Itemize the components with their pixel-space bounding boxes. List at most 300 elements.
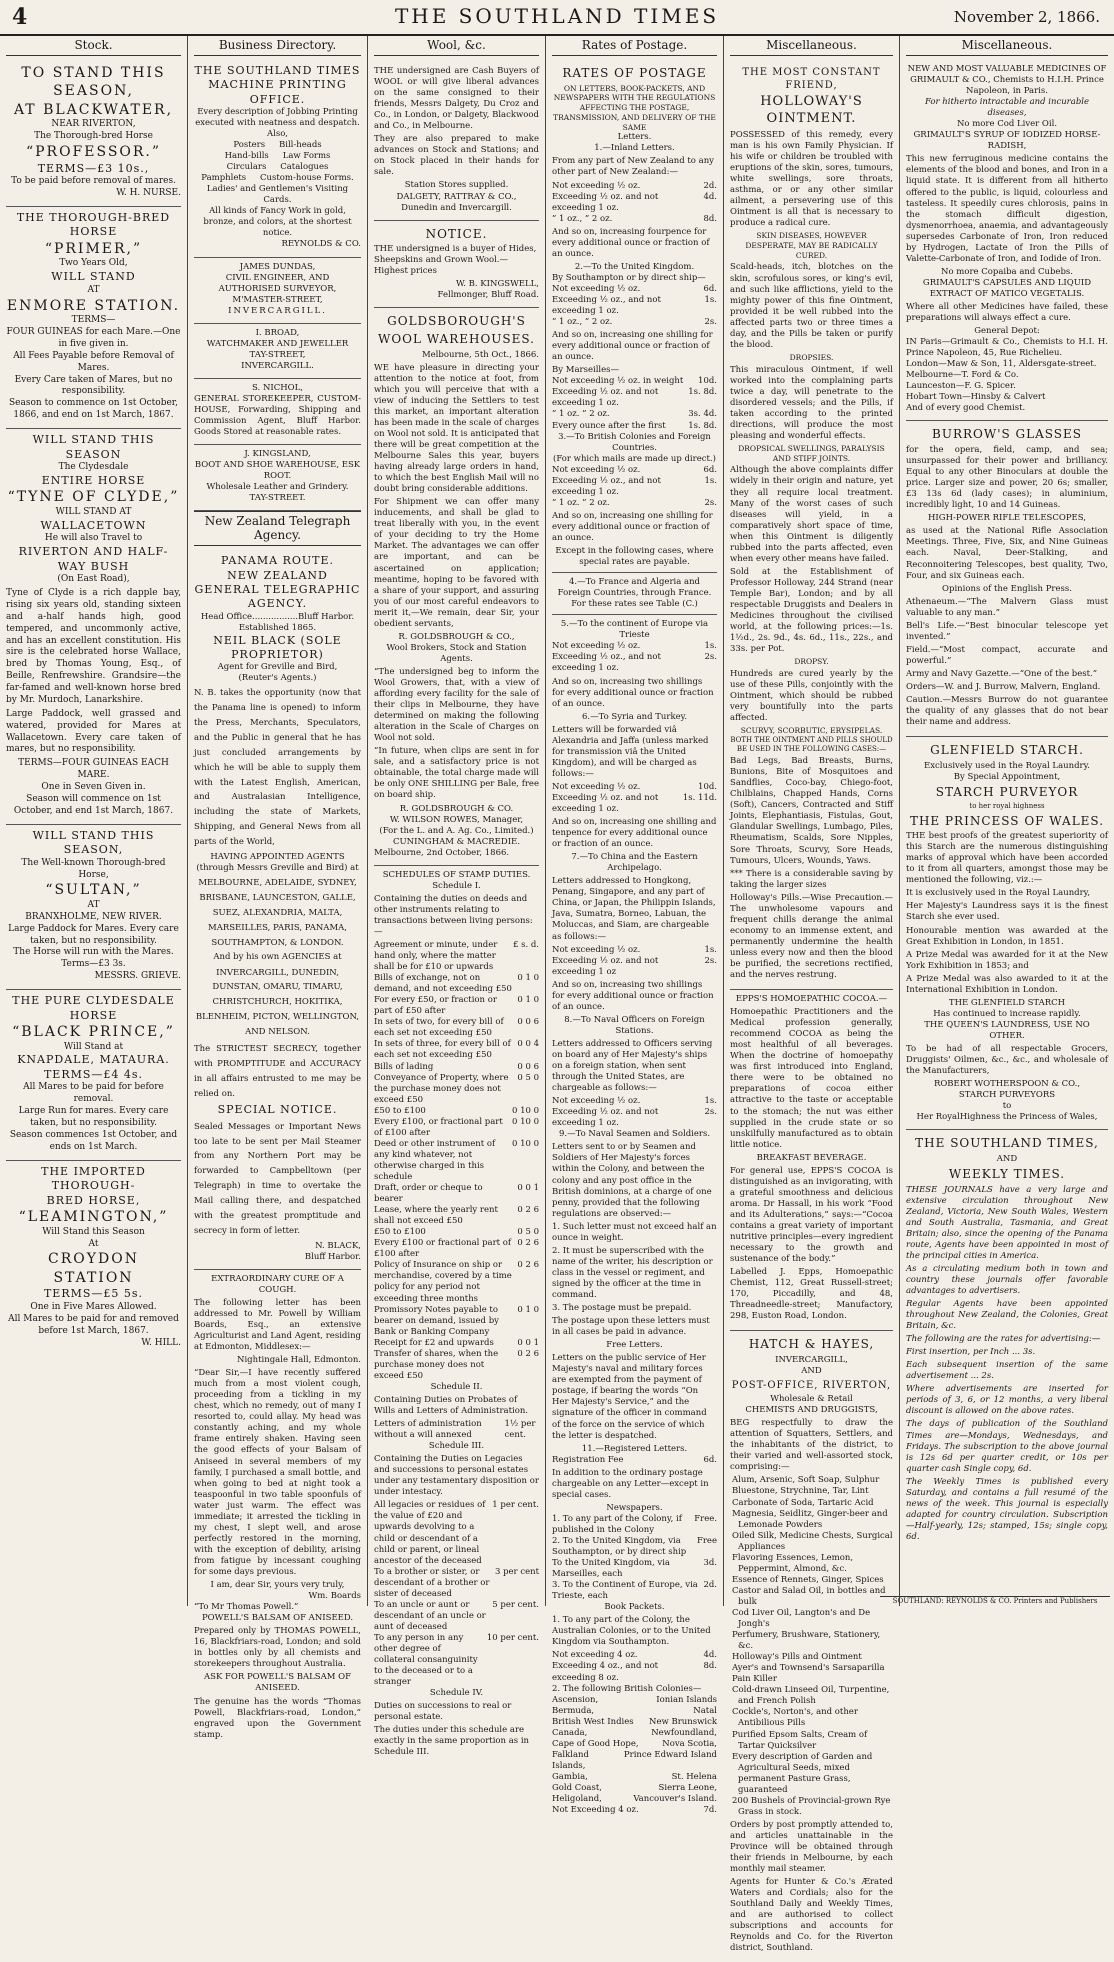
ad-line: DROPSIES. [789,352,834,362]
ad-line: WATCHMAKER AND JEWELLER [206,338,349,349]
ad-signature: N. BLACK, [315,1240,361,1251]
ad-line: POWELL'S BALSAM OF ANISEED. [201,1613,354,1624]
ad-line: Season commences 1st October, and ends on 1st March. [9,1129,178,1152]
row-value: 0 0 4 [517,1039,539,1050]
row-value: Free [696,1535,717,1546]
ad-epps-cocoa [730,990,893,1331]
rate-row [552,214,717,225]
row-value: 1 per cent. [492,1500,539,1511]
row-label: Exceeding ½ oz., and not exceeding 1 oz. [552,475,661,497]
stock-item: Ayer's and Townsend's Sarsaparilla [732,1663,885,1674]
ad-line: Large Run for mares. Every care taken, but no responsibility. [18,1106,169,1129]
stamp-row [374,1017,539,1039]
row-label: ” 1 oz. ” 2 oz. [552,497,610,508]
ad-line: TAY-STREET. [249,493,306,504]
row-label: To an uncle or aunt or descendant of an uncle or aunt of deceased [374,1599,486,1632]
ad-line: STARCH PURVEYORS [958,1090,1056,1101]
ad-body: Hundreds are cured yearly by the use of these Pills, conjointly with the Ointment, which should be rubbed very bountifully into the parts affected. [730,668,893,724]
ad-line: The Well-known Thorough-bred Horse, [21,857,166,880]
ad-line: Schedule I. [432,880,481,891]
row-value: 2s. [704,652,717,663]
rate-list [552,376,717,420]
ad-line: DROPSICAL SWELLINGS, PARALYSIS AND STIFF JOINTS. [738,443,885,463]
ad-signature: DALGETY, RATTRAY & CO., [396,191,517,202]
ad-body: THE undersigned are Cash Buyers of WOOL or will give liberal advances on the same consigned to their friends, Messrs Dalgety, Du Croz and Co., in London, or Dalgety, Blackwood and Co., in Melbourne. [374,66,539,132]
ad-line: Free Letters. [606,1340,663,1351]
stamp-row [374,1567,539,1600]
row-label: Not exceeding ½ oz. [552,283,641,294]
colony-row [552,1750,717,1772]
rate-row [552,284,717,295]
row-label: In sets of two, for every bill of each set not exceeding £50 [374,1017,504,1039]
rate-row [552,498,717,509]
ad-body: It is exclusively used in the Royal Laundry, [906,888,1091,899]
ad-body: Letters addressed to Hongkong, Penang, Singapore, and any part of China, or Japan, the Philippin Islands, Java, Sumatra, Borneo, Labuan, the Moluccas, and Siam, are chargeable as follows:— [552,876,716,942]
ad-body: Letters addressed to Officers serving on board any of Her Majesty's ships on a foreign station, when sent through the United States, are chargeable as follows:— [552,1038,713,1094]
ad-line: All kinds of Fancy Work in gold, bronze, and colors, at the shortest notice. [203,206,352,239]
ad-line: Her RoyalHighness the Princess of Wales, [916,1112,1098,1123]
rate-row [552,317,717,328]
colony-row [552,1794,717,1805]
row-label: Bills of lading [374,1061,434,1072]
row-value: 0 1 0 [517,1304,539,1315]
rate-row [552,652,717,674]
ad-line: Hand-bills Law Forms [224,151,331,162]
ad-line: MACHINE PRINTING OFFICE. [208,78,347,106]
ad-line: Posters Bill-heads [233,140,322,151]
row-label: Registration Fee [552,1454,624,1465]
rate-row [552,956,717,978]
colony-row [552,1739,717,1750]
ad-line: THE THOROUGH-BRED HORSE [16,210,171,239]
ad-line: All Mares to be paid for and removed before 1st March, 1867. [8,1313,179,1336]
row-label: To a brother or sister, or descendant of a brother or sister of deceased [374,1566,490,1599]
ad-line: Terms—£3 3s. [61,959,126,970]
stamp-row [374,973,539,995]
stamp-row [374,1238,539,1260]
ad-body: The postage upon these letters must in all cases be paid in advance. [552,1316,710,1338]
ad-line: NEIL BLACK (SOLE PROPRIETOR) [213,633,342,661]
ad-line: BRANXHOLME, NEW RIVER. [25,911,162,922]
row-label: ” 1 oz., ” 2 oz. [552,317,613,328]
ad-line: 2. The following British Colonies— [552,1683,702,1694]
ad-body: The Weekly Times is published every Saturday, and contains a full resumé of the news of the week. This journal is especially adapted for country circulation. Subscription—Half-yearly, 12s; stamped, 15s; single copy, 6d. [906,1476,1108,1542]
row-label: Not exceeding 4 oz. [552,1650,638,1661]
ad-body: Sold at the Establishment of Professor Holloway, 244 Strand (near Temple Bar), London; and by all respectable Druggists and Dealers in Medicines throughout the civilised world, at the following prices:—1s. 1½d., 2s. 9d., 4s. 6d., 11s., 22s., and 33s. per Pot. [730,566,893,655]
ad-line: Schedule II. [430,1381,483,1392]
stamp-row [374,1260,539,1304]
ad-line: THE IMPORTED THOROUGH- [41,1164,146,1193]
ad-line: Schedule III. [428,1441,485,1452]
row-value: 3s. 4d. [688,409,717,420]
ad-line: Wholesale & Retail [770,1394,853,1405]
rate-row [552,1536,717,1558]
rate-row [552,1455,717,1466]
stamp-duty-schedules [374,866,539,1767]
row-label: Bills of exchange, not on demand, and not exceeding £50 [374,973,512,995]
column-heading: Wool, &c. [374,36,539,56]
ad-line: CROYDON STATION [48,1251,139,1286]
ad-line: WOOL WAREHOUSES. [378,332,535,347]
ad-line: M'MASTER-STREET, [232,294,323,305]
issue-date: November 2, 1866. [953,8,1100,26]
ad-line: INVERCARGILL. [241,360,314,371]
ad-line: “PROFESSOR.” [25,144,162,161]
ad-powells-balsam [194,1270,361,1749]
ad-line: CIVIL ENGINEER, AND AUTHORISED SURVEYOR, [218,272,337,294]
ad-line: 8.—To Naval Officers on Foreign Stations. [564,1014,705,1036]
ad-line: And by his own AGENCIES at [213,952,342,963]
ad-line: AT BLACKWATER, [13,101,174,118]
rate-row [552,793,717,815]
stamp-row [374,1305,539,1338]
ad-line: THE GLENFIELD STARCH [948,997,1066,1008]
ad-line: By Marseilles— [552,365,620,376]
ad-line: Nightingale Hall, Edmonton. [237,1355,361,1366]
row-value: 1s. [704,1096,717,1107]
stock-item: Essence of Rennets, Ginger, Spices [732,1574,884,1585]
ad-body: 1. To any part of the Colony, the Australian Colonies, or to the United Kingdom via Southampton. [552,1615,711,1648]
ad-body: POSSESSED of this remedy, every man is his own Family Physician. If his wife or children be troubled with eruptions of the skin, sores, tumours, white swellings, sore throats, asthma, or or any other similar ailment, a persevering use of this Ointment is all that is necessary to produce a radical cure. [730,129,893,229]
row-value: 2s. [704,497,717,508]
row-value: 0 5 0 [517,1227,539,1238]
ad-line: (through Messrs Greville and Bird) at [196,863,359,874]
stamp-row [374,1419,539,1441]
rate-list [552,284,717,328]
ad-line: Schedule IV. [429,1688,484,1699]
row-label: Not exceeding ½ oz. [552,944,641,955]
ad-line: At [88,1238,99,1249]
ad-line: BREAKFAST BEVERAGE. [756,1152,867,1163]
ad-line: PANAMA ROUTE. [220,554,335,568]
ad-body: The following are the rates for advertising:— [906,1334,1101,1345]
ad-signature: Wm. Boards [308,1591,361,1602]
ad-line: WILL STAND THIS SEASON, [32,828,155,857]
row-value: 6d. [703,1454,717,1465]
ad-line: The Horse will run with the Mares. [13,947,174,958]
ad-body: Containing the Duties on Legacies and successions to personal estates under any testamentary disposition or under intestacy. [374,1454,539,1498]
ad-body: Regular Agents have been appointed throughout New Zealand, the Colonies, Great Britain, &c. [906,1299,1108,1332]
ad-body: Containing the duties on deeds and other instruments relating to transactions between living persons:— [374,893,533,937]
row-value: 1½ per cent. [504,1419,536,1441]
row-value: 2s. [704,317,717,328]
ad-body: Although the above complaints differ widely in their origin and nature, yet they all require local treatment. Many of the worst cases of such diseases will yield, in a comparatively short space of time, when this Ointment is diligently rubbed into the parts affected, even when every other means have failed. [730,465,893,564]
ad-line: 11.—Registered Letters. [581,1443,688,1454]
row-label: Exceeding ½ oz. and not exceeding 1 oz [552,955,659,977]
column-heading: Stock. [6,36,181,56]
ad-body: “The undersigned beg to inform the Wool Growers, that, with a view of affording every facility for the sale of their clips in Melbourne, they have determined on making the following alteration in the Scale of Charges on Wool not sold. [374,666,539,744]
ad-body: Army and Navy Gazette.—“One of the best.” [906,668,1098,679]
ad-body: Orders—W. and J. Burrow, Malvern, England. [906,681,1101,692]
ad-body: Bell's Life.—“Best binocular telescope yet invented.” [906,620,1108,642]
row-label: Draft, order or cheque to bearer [374,1183,483,1205]
ad-line: Pamphlets Custom-house Forms. [201,173,354,184]
ad-body: “Dear Sir,—I have recently suffered much from a most violent cough, proceeding from a tickling in my chest, which no remedy, out of many I resorted to, could allay. My head was constantly aching, and my whole frame entirely shaken. Having seen the good effects of your Balsam of Aniseed in several members of my family, I purchased a small bottle, and when going to bed at night took a teaspoonful in two table spoonfuls of water just warm. The effect was immediate; it arrested the tickling in my chest, I slept well, and arose perfectly restored in the morning, with the exception of debility, arising from fatigue by incessant coughing for some days previous. [194,1368,361,1577]
row-label: Every ounce after the first [552,420,666,431]
row-value: 2s. [704,1107,717,1118]
ad-body: Large Paddock, well grassed and watered, provided for Mares at Wallacetown. Every care taken of mares, but no responsibility. [6,708,181,755]
row-value: 1s. [704,295,717,305]
ad-line: WALLACETOWN [40,518,147,532]
row-value: 6d. [703,464,717,475]
ad-line: RIVERTON AND HALF-WAY BUSH [18,545,169,573]
ad-line: JAMES DUNDAS, [239,261,316,272]
ad-body: Each subsequent insertion of the same advertisement ... 2s. [906,1360,1108,1382]
ad-line: All Fees Payable before Removal of Mares. [13,350,174,373]
ad-line: ENMORE STATION. [6,297,181,314]
rate-list [552,181,717,225]
row-value: 10d. [698,376,717,387]
ad-body: Agents for Hunter & Co.'s Ærated Waters and Cordials; also for the Southland Daily and Weekly Times, and are authorised to collect subscriptions and accounts for Reynolds and Co. for the Riverton district, Southland. [730,1877,893,1954]
row-value: 0 0 6 [517,1061,539,1072]
ad-dalgety [374,60,539,221]
row-value: 10 per cent. [486,1632,539,1643]
stamp-row [374,1227,539,1238]
rate-list [552,1650,717,1683]
row-value: 0 2 6 [517,1238,539,1249]
row-value: 0 0 6 [517,1017,539,1028]
stock-item: 200 Bushels of Provincial-grown Rye Grass in stock. [732,1795,891,1817]
row-value: 1s. 8d. [688,387,717,398]
rate-list [552,465,717,509]
row-label: To the United Kingdom, via Marseilles, each [552,1558,670,1580]
rate-row [552,1514,717,1536]
ad-line: The Clydesdale [58,462,129,473]
ad-line: (On East Road), [57,574,130,585]
ad-line: Newspapers. [606,1502,663,1513]
row-value: 8d. [703,1661,717,1672]
rate-row [552,465,717,476]
ad-line: Circulars Catalogues [226,162,329,173]
rate-row [552,476,717,498]
ad-line: GRIMAULT'S SYRUP OF IODIZED HORSE-RADISH, [913,130,1101,152]
ad-line: 3.—To British Colonies and Foreign Countries. [558,431,711,453]
ad-line: ENTIRE HORSE [41,473,146,487]
ad-body: To be had of all respectable Grocers, Druggists' Oilmen, &c., &c., and wholesale of the Manufacturers, [906,1043,1108,1077]
ad-body: Prepared only by THOMAS POWELL, 16, Blackfriars-road, London; and sold in bottles only by all chemists and storekeepers throughout Australia. [194,1626,361,1670]
row-label: Letters of administration without a will annexed [374,1419,482,1441]
ad-line: J. KINGSLAND, [244,449,311,460]
ad-body: As a circulating medium both in town and country these journals offer favorable advantages to advertisers. [906,1263,1108,1296]
row-value: 0 0 1 [517,1337,539,1348]
ad-line: INVERCARGILL. [228,305,327,316]
row-label: Bermuda, [552,1705,595,1716]
ad-body: THESE JOURNALS have a very large and extensive circulation throughout New Zealand, Victoria, New South Wales, Western and South Australia, Tasmania, and Great Britain; also, since the opening of the Panama route, Agents have been appointed in most of the principal cities in America. [906,1184,1108,1261]
row-label: Not Exceeding 4 oz. [552,1805,639,1816]
ad-kingsland [194,445,361,511]
ad-line: W. WILSON ROWES, Manager, [389,814,524,825]
ad-line: No more Copaiba and Cubebs. [941,266,1073,277]
row-label: Every £100 or fractional part of £100 after [374,1238,512,1260]
ad-signature: W. HILL. [141,1337,181,1348]
stock-item: Cod Liver Oil, Langton's and De Jongh's [732,1608,871,1630]
ad-line: 9.—To Naval Seamen and Soldiers. [558,1129,711,1140]
ad-line: For these rates see Table (C.) [571,599,698,610]
ad-burrows-glasses [906,421,1108,737]
stamp-row [374,1117,539,1139]
ad-line: EPPS'S HOMOEPATHIC COCOA.— [735,994,888,1005]
ad-line: Exclusively used in the Royal Laundry. [924,760,1090,771]
column-miscellaneous-1 [724,36,900,1954]
ad-body: The genuine has the words “Thomas Powell, Blackfriars-road, London,” engraved upon the Government stamp. [194,1696,361,1740]
ad-body: THE undersigned is a buyer of Hides, Sheepskins and Grown Wool.—Highest prices [374,244,537,277]
row-label: Lease, where the yearly rent shall not exceed £50 [374,1205,498,1227]
ad-line: 2.—To the United Kingdom. [574,261,695,272]
row-label: Ascension, [552,1694,599,1705]
ad-body: Letters on the public service of Her Majesty's naval and military forces are exempted from the payment of postage, if bearing the words “On Her Majesty's Service,” and the signature of the officer in command of the force on the service of which the letter is despatched. [552,1353,707,1441]
rate-row [552,1805,717,1816]
row-label: Exceeding ½ oz. and not exceeding 1 oz. [552,387,659,409]
ad-line: AND [996,1153,1018,1164]
row-label: Gold Coast, [552,1783,602,1793]
ad-line: Melbourne, 5th Oct., 1866. [421,349,539,360]
ad-line: WILL STAND [51,270,136,284]
row-label: British West Indies [552,1716,634,1727]
rate-row [552,387,717,409]
ad-body: Where all other Medicines have failed, these preparations will always effect a cure. [906,301,1108,324]
ad-southland-times [906,1130,1108,1551]
ad-line: DROPSY. [794,657,829,667]
row-label: Not exceeding ½ oz. in weight [552,376,684,387]
stock-item: Holloway's Pills and Ointment [732,1652,862,1663]
ad-tyne-of-clyde [6,429,181,825]
ad-line: By Special Appointment, [953,771,1061,782]
ad-body: From any part of New Zealand to any other part of New Zealand:— [552,156,714,178]
ad-line: KNAPDALE, MATAURA. [17,1053,170,1067]
row-label: Exceeding 4 oz., and not exceeding 8 oz. [552,1661,659,1683]
colonies-list [552,1695,717,1805]
colony-row [552,1728,717,1739]
row-label: 1. To any part of the Colony, if published in the Colony [552,1513,682,1535]
row-value: 3 per cent [494,1566,539,1577]
ad-line: TERMS—£3 10s., [37,161,150,175]
ad-line: I am, dear Sir, yours very truly, [210,1580,345,1591]
ad-line: Melbourne, 2nd October, 1866. [374,847,510,858]
column-heading: Miscellaneous. [730,36,893,56]
row-value: 8d. [703,213,717,224]
ad-body: Scald-heads, itch, blotches on the skin, scrofulous sores, or king's evil, and such like afflictions, yield to the mighty power of this fine Ointment, provided it be well rubbed into the affected parts two or three times a day, and the Pills be taken or purify the blood. [730,262,893,350]
rate-row [552,945,717,956]
ad-line: Season will commence on 1st October, and end 1st March, 1867. [13,793,174,816]
stock-item: Every description of Garden and Agricultural Seeds, mixed permanent Pasture Grass, guaranteed [732,1751,873,1795]
row-value: 6d. [703,283,717,294]
row-value: Free. [694,1513,717,1524]
colony-row [552,1772,717,1783]
ad-signature: W. H. NURSE. [116,188,181,199]
ad-grimault [906,60,1108,421]
ad-body: Orders by post promptly attended to, and articles unattainable in the Province will be obtained through their friends in Melbourne, by each monthly mail steamer. [730,1819,893,1875]
row-label: Exceeding ½ oz. and not exceeding 1 oz. [552,191,659,213]
colony-row [552,1706,717,1717]
ad-line: “PRIMER,” [44,240,143,257]
column-stock [0,36,188,1606]
column-miscellaneous-2 [900,36,1114,1606]
row-label: Not exceeding ½ oz. [552,781,641,792]
ad-line: AT [87,899,100,910]
ad-body: First insertion, per Inch ... 3s. [906,1347,1036,1358]
stock-list [730,1475,893,1817]
rate-row [552,421,717,432]
paper-title: THE SOUTHLAND TIMES [394,4,720,28]
row-label: Transfer of shares, when the purchase money does not exceed £50 [374,1348,499,1381]
stamp-row [374,1106,539,1117]
ad-body: 1. Such letter must not exceed half an ounce in weight. [552,1221,717,1243]
ad-body: Honourable mention was awarded at the Great Exhibition in London, in 1851. [906,925,1108,947]
ad-line: “LEAMINGTON,” [18,1209,169,1226]
row-value: 0 1 0 [517,995,539,1006]
ad-body: Field.—“Most compact, accurate and powerful.” [906,644,1108,666]
ad-signature: REYNOLDS & CO. [281,239,361,250]
ad-signature: W. B. KINGSWELL, [456,279,539,290]
row-value: 0 10 0 [511,1116,539,1127]
ad-line: Also, [266,128,289,139]
page-number: 4 [12,4,28,30]
row-value: 0 10 0 [511,1138,539,1149]
ad-line: Large Paddock for Mares. Every care taken, but no responsibility. [8,923,179,946]
ad-glenfield-starch [906,737,1108,1130]
column-business-directory [188,36,368,1740]
ad-line: ON LETTERS, BOOK-PACKETS, AND NEWSPAPERS WITH THE REGULATIONS AFFECTING THE POSTAGE, TRANSMISSION, AND DELIVERY OF THE SAME [553,83,716,132]
ad-line: BRED HORSE, [46,1193,141,1207]
ad-line: HATCH & HAYES, [748,1337,875,1352]
ad-line: SCHEDULES OF STAMP DUTIES. [382,869,531,880]
ad-body: This new ferruginous medicine contains the elements of the blood and bones, and Iron in a liquid state. It is different from all hitherto offered to the public, is liquid, colourless and tasteless. It speedily cures chlorosis, pains in the stomach difficult digestion, dysmenorrhoea, anaemia, and advantageously supersedes Carbonate of Iron, Iron reduced by Hydrogen, Lactate of Iron the Pills of Valette-Carbonate of Iron, and Iodide of Iron. [906,154,1108,264]
colony-row [552,1717,717,1728]
ad-line: Two Years Old, [59,258,128,269]
rate-row [552,1558,717,1580]
ad-body: Letters will be forwarded viâ Alexandria and Jaffa (unless marked for transmission viâ the United Kingdom), and will be charged as follows:— [552,724,709,779]
stock-item: Cold-drawn Linseed Oil, Turpentine, and French Polish [732,1685,890,1707]
ad-line: Hobart Town—Hinsby & Calvert [906,392,1046,403]
stamp-row [374,1062,539,1073]
ad-body: Her Majesty's Laundress says it is the finest Starch she ever used. [906,901,1108,923]
ad-line: Launceston—F. G. Spicer. [906,381,1016,392]
ad-printing-office [194,60,361,258]
row-value: Nova Scotia, [662,1738,717,1749]
ad-body: 2. It must be superscribed with the name of the writer, his description or class in the vessel or regiment, and signed by the officer at the time in command. [552,1245,713,1300]
ad-body: MELBOURNE, ADELAIDE, SYDNEY, BRISBANE, LAUNCESTON, GALLE, SUEZ, ALEXANDRIA, MALTA, MARSEILLES, PARIS, PANAMA, SOUTHAMPTON, & LONDON. [198,878,357,948]
row-value: New Brunswick [649,1716,717,1727]
ad-line: WILL STAND AT [55,506,132,517]
ad-line: SCURVY, SCORBUTIC, ERYSIPELAS. [740,726,883,736]
row-label: Exceeding ½ oz., and not exceeding 1 oz. [552,652,661,674]
ad-line: SPECIAL NOTICE. [217,1103,338,1117]
ad-body: Bad Legs, Bad Breasts, Burns, Bunions, Bite of Mosquitoes and Sandflies, Coco-bay, Chiego-foot, Chilblains, Chapped Hands, Corns (Soft), Cancers, Contracted and Stiff Joints, Elephantiasis, Fistulas, Gout, Glandular Swellings, Lumbago, Piles, Rheumatism, Scalds, Sore Nipples, Sore Throats, Scurvy, Sore Heads, Tumours, Ulcers, Wounds, Yaws. [730,756,893,866]
row-label: For every £50, or fraction or part of £50 after [374,995,497,1017]
stamp-row [374,1338,539,1349]
ad-body: And so on, increasing fourpence for every additional ounce or fraction of an ounce. [552,226,710,259]
column-postage [546,36,724,1816]
row-value: 1s. 8d. [688,420,717,431]
row-value: 2d. [703,180,717,191]
ad-line: (For which mails are made up direct.) [553,453,716,464]
printer-imprint: SOUTHLAND: REYNOLDS & CO. Printers and Publishers [880,1596,1110,1605]
row-label: £50 to £100 [374,1105,426,1116]
ad-body: The following letter has been addressed to Mr. Powell by William Boards, Esq., an extensive Agriculturist and Land Agent, residing at Edmonton, Middlesex:— [194,1297,361,1353]
ad-line: Every description of Jobbing Printing executed with neatness and despatch. [195,106,360,128]
ad-body: In addition to the ordinary postage chargeable on any Letter—except in special cases. [552,1467,709,1500]
row-value: 10d. [698,781,717,792]
ad-body: Containing Duties on Probates of Wills and Letters of Administration. [374,1394,529,1416]
ad-body: WE have pleasure in directing your attention to the notice at foot, from which you will perceive that with a view of inducing the Settlers to test this market, an important alteration has been made in the scale of charges on Wool not sold. It is anticipated that there will be great competition at the Melbourne Sales this year, buyers having already large orders in hand, to which the best English Mail will no doubt bring considerable additions. [374,362,539,495]
row-label: Promissory Notes payable to bearer on demand, issued by Bank or Banking Company [374,1304,499,1337]
row-label: Not exceeding ½ oz. [552,464,641,475]
row-value: 0 5 0 [517,1072,539,1083]
ad-body: The duties under this schedule are exactly in the same proportion as in Schedule III. [374,1725,530,1758]
ad-line: 5.—To the continent of Europe via Trieste [560,619,709,641]
row-label: Cape of Good Hope, [552,1738,639,1749]
ad-body: The days of publication of the Southland Times are—Mondays, Wednesdays, and Fridays. The subscription to the above journal is 12s 6d per quarter credit, or 10s per quarter cash Single copy, 6d. [906,1419,1108,1474]
